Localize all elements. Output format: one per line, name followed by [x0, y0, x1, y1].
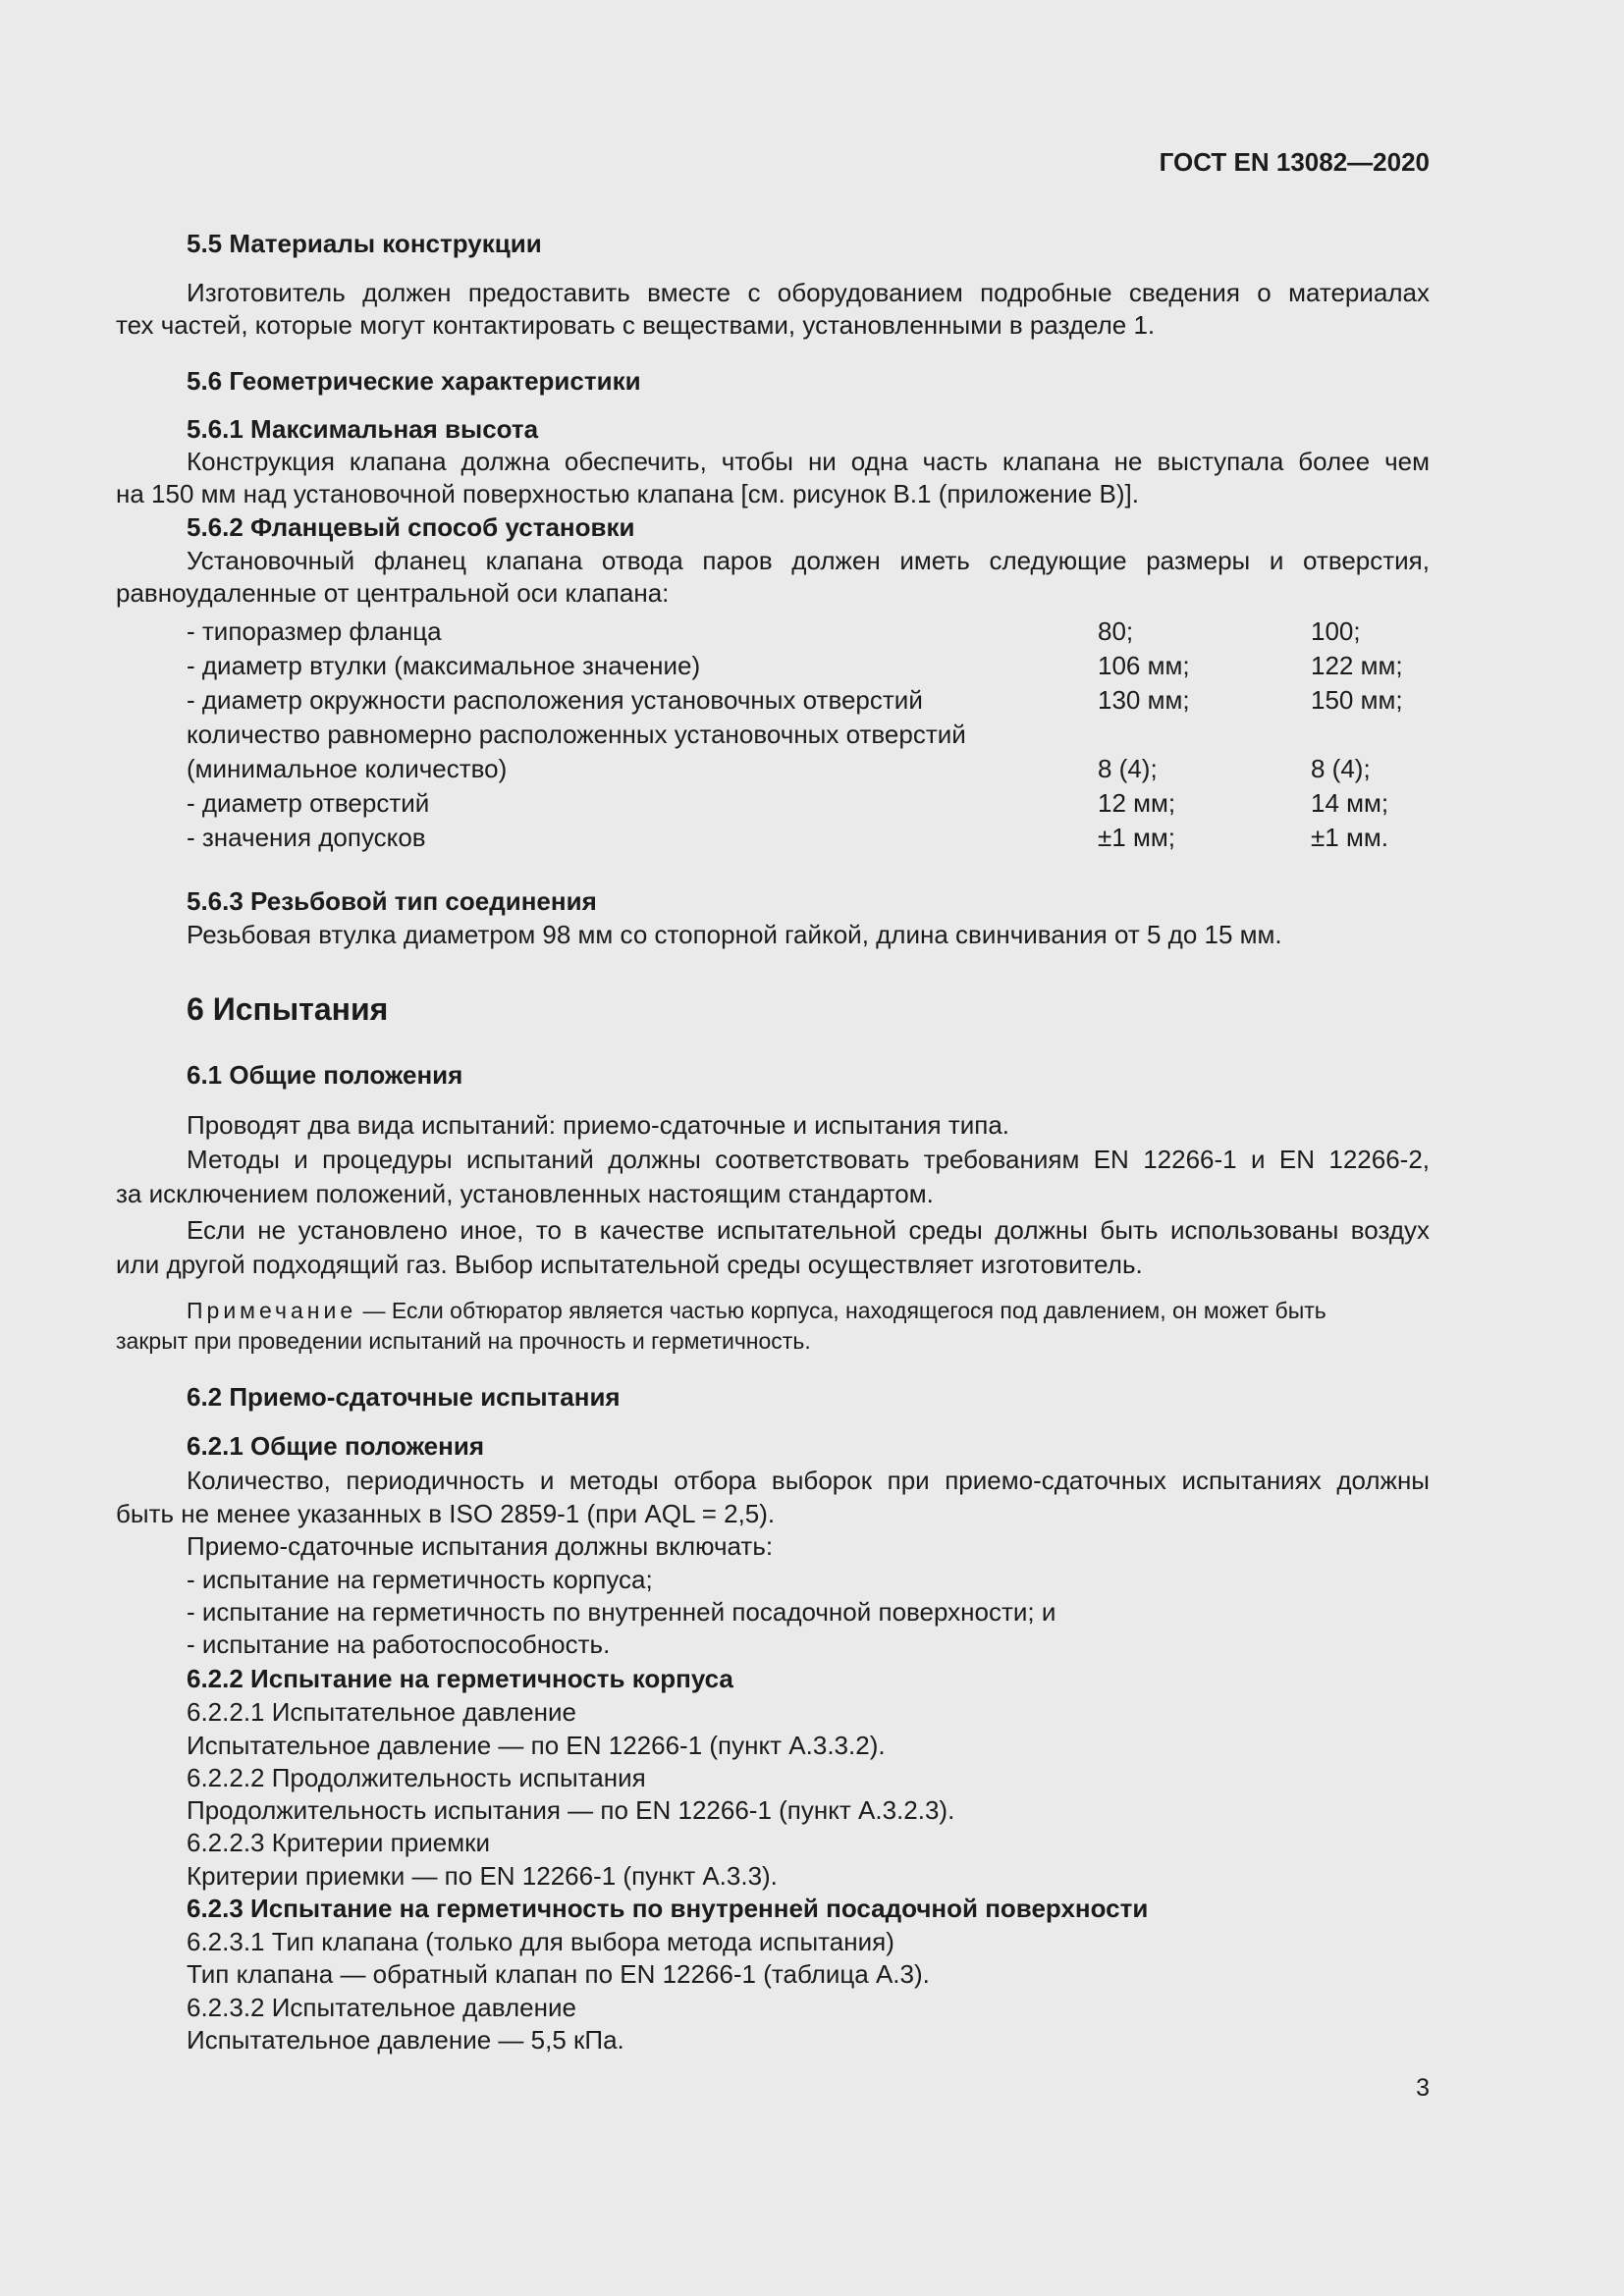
subclause-line: Продолжительность испытания — по EN 12266-1 (пункт А.3.2.3). — [187, 1795, 955, 1825]
dimension-label: - диаметр втулки (максимальное значение) — [187, 651, 701, 680]
section-6-2-2-heading: 6.2.2 Испытание на герметичность корпуса — [187, 1664, 733, 1693]
subclause-line: 6.2.3.1 Тип клапана (только для выбора метода испытания) — [187, 1927, 894, 1956]
section-6-2-1-paragraph-2: Приемо-сдаточные испытания должны включать: — [187, 1531, 774, 1561]
section-6-1-paragraph-2-line-1: Методы и процедуры испытаний должны соответствовать требованиям EN 12266-1 и EN 12266-2, — [187, 1145, 1430, 1174]
subclause-line: 6.2.2.1 Испытательное давление — [187, 1697, 576, 1727]
section-6-1-paragraph-2-line-2: за исключением положений, установленных настоящим стандартом. — [116, 1179, 934, 1208]
section-5-5-heading: 5.5 Материалы конструкции — [187, 229, 542, 258]
section-5-6-heading: 5.6 Геометрические характеристики — [187, 366, 641, 396]
list-item: - испытание на работоспособность. — [187, 1629, 611, 1659]
subclause-line: Тип клапана — обратный клапан по EN 12266-1 (таблица А.3). — [187, 1959, 930, 1989]
dimension-value-col-1: 106 мм; — [1098, 651, 1190, 680]
section-6-2-1-paragraph-1-line-2: быть не менее указанных в ISO 2859-1 (при AQL = 2,5). — [116, 1499, 776, 1528]
section-5-6-2-paragraph-line-2: равноудаленные от центральной оси клапана: — [116, 578, 670, 608]
subclause-line: 6.2.3.2 Испытательное давление — [187, 1993, 576, 2022]
section-5-6-1-paragraph-line-1: Конструкция клапана должна обеспечить, чтобы ни одна часть клапана не выступала более чем — [187, 447, 1430, 476]
section-5-6-3-heading: 5.6.3 Резьбовой тип соединения — [187, 886, 597, 916]
subclause-line: 6.2.2.2 Продолжительность испытания — [187, 1763, 646, 1792]
dimension-value-col-1: 80; — [1098, 616, 1134, 646]
section-6-1-paragraph-3-line-2: или другой подходящий газ. Выбор испытательной среды осуществляет изготовитель. — [116, 1250, 1143, 1279]
dimension-label: - диаметр окружности расположения установочных отверстий — [187, 685, 923, 715]
dimension-label: - значения допусков — [187, 823, 426, 852]
subclause-line: Критерии приемки — по EN 12266-1 (пункт А.3.3). — [187, 1861, 778, 1891]
note-text: — Если обтюратор является частью корпуса, находящегося под давлением, он может быть — [356, 1298, 1326, 1323]
section-5-6-1-paragraph-line-2: на 150 мм над установочной поверхностью клапана [см. рисунок В.1 (приложение В)]. — [116, 479, 1139, 508]
dimension-value-col-2: ±1 мм. — [1311, 823, 1388, 852]
section-6-2-heading: 6.2 Приемо-сдаточные испытания — [187, 1382, 621, 1412]
dimension-value-col-1: 12 мм; — [1098, 788, 1176, 818]
dimension-label: - диаметр отверстий — [187, 788, 430, 818]
dimension-label: количество равномерно расположенных установочных отверстий — [187, 720, 966, 749]
note-line-2: закрыт при проведении испытаний на прочность и герметичность. — [116, 1328, 811, 1354]
dimension-value-col-1: ±1 мм; — [1098, 823, 1175, 852]
dimension-value-col-2: 100; — [1311, 616, 1361, 646]
list-item: - испытание на герметичность по внутренней посадочной поверхности; и — [187, 1597, 1056, 1627]
section-6-1-paragraph-3-line-1: Если не установлено иное, то в качестве испытательной среды должны быть использованы воздух — [187, 1215, 1430, 1245]
dimension-value-col-2: 14 мм; — [1311, 788, 1389, 818]
standard-designation: ГОСТ EN 13082—2020 — [1159, 147, 1430, 177]
subclause-line: Испытательное давление — 5,5 кПа. — [187, 2025, 624, 2055]
page-number: 3 — [1416, 2074, 1430, 2102]
section-6-2-1-heading: 6.2.1 Общие положения — [187, 1431, 484, 1461]
section-5-6-1-heading: 5.6.1 Максимальная высота — [187, 414, 539, 444]
section-5-6-2-paragraph-line-1: Установочный фланец клапана отвода паров должен иметь следующие размеры и отверстия, — [187, 546, 1430, 575]
dimension-value-col-2: 122 мм; — [1311, 651, 1403, 680]
section-6-heading: 6 Испытания — [187, 991, 389, 1027]
dimension-label: - типоразмер фланца — [187, 616, 442, 646]
dimension-value-col-1: 130 мм; — [1098, 685, 1190, 715]
dimension-value-col-1: 8 (4); — [1098, 754, 1158, 783]
section-5-6-2-heading: 5.6.2 Фланцевый способ установки — [187, 512, 635, 542]
dimension-value-col-2: 150 мм; — [1311, 685, 1403, 715]
section-6-1-paragraph-1: Проводят два вида испытаний: приемо-сдаточные и испытания типа. — [187, 1110, 1010, 1140]
section-5-5-paragraph-line-2: тех частей, которые могут контактировать с веществами, установленными в разделе 1. — [116, 310, 1156, 340]
section-5-6-3-paragraph: Резьбовая втулка диаметром 98 мм со стопорной гайкой, длина свинчивания от 5 до 15 мм. — [187, 920, 1282, 949]
subclause-line: 6.2.2.3 Критерии приемки — [187, 1828, 490, 1857]
note-label: Примечание — [187, 1298, 357, 1323]
list-item: - испытание на герметичность корпуса; — [187, 1565, 653, 1594]
section-5-5-paragraph-line-1: Изготовитель должен предоставить вместе с оборудованием подробные сведения о материалах — [187, 278, 1430, 307]
dimension-label: (минимальное количество) — [187, 754, 508, 783]
dimension-value-col-2: 8 (4); — [1311, 754, 1371, 783]
note-line-1 — [187, 1298, 1326, 1324]
section-6-1-heading: 6.1 Общие положения — [187, 1060, 463, 1090]
section-6-2-3-heading: 6.2.3 Испытание на герметичность по внутренней посадочной поверхности — [187, 1894, 1149, 1923]
subclause-line: Испытательное давление — по EN 12266-1 (пункт А.3.3.2). — [187, 1731, 886, 1760]
section-6-2-1-paragraph-1-line-1: Количество, периодичность и методы отбора выборок при приемо-сдаточных испытаниях должны — [187, 1466, 1430, 1495]
